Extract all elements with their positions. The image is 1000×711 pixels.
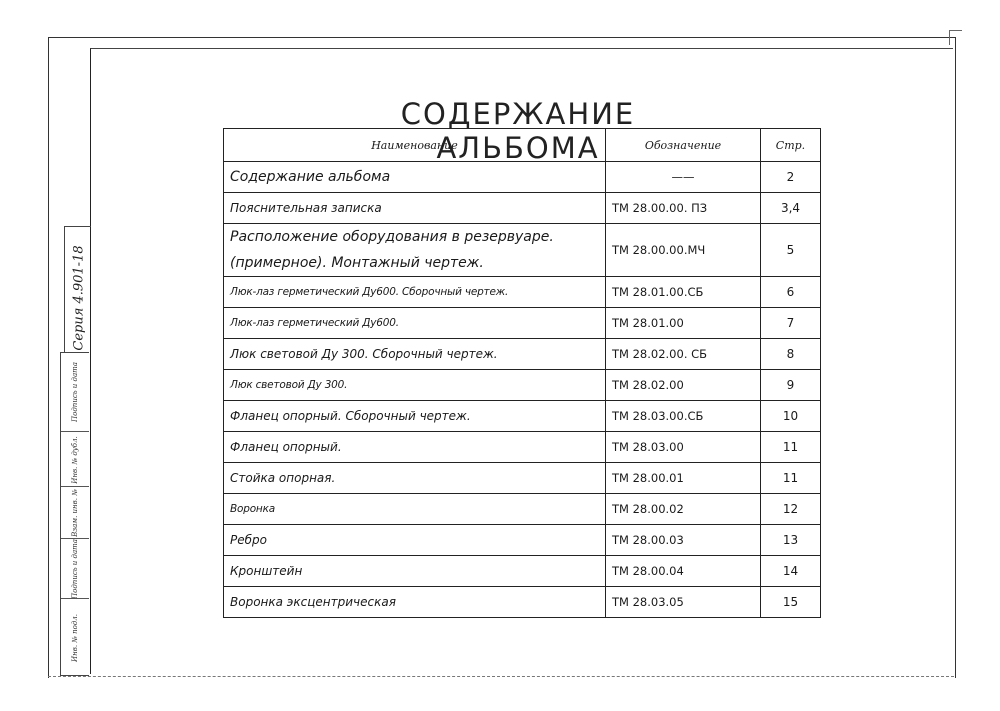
row-code: ТМ 28.00.00. ПЗ xyxy=(606,193,761,224)
row-code: ТМ 28.03.00 xyxy=(606,432,761,463)
table-row xyxy=(224,308,821,339)
table-row xyxy=(224,277,821,308)
row-page: 5 xyxy=(761,224,821,277)
row-code: ТМ 28.01.00 xyxy=(606,308,761,339)
strip-cell xyxy=(61,538,89,599)
row-name: Расположение оборудования в резервуаре. (примерное). Монтажный чертеж. xyxy=(224,224,606,277)
row-code: ТМ 28.00.01 xyxy=(606,463,761,494)
row-code: ТМ 28.00.04 xyxy=(606,556,761,587)
row-page: 7 xyxy=(761,308,821,339)
corner-mark xyxy=(949,30,962,45)
table-row xyxy=(224,587,821,618)
row-code: ТМ 28.01.00.СБ xyxy=(606,277,761,308)
row-name: Воронка эксцентрическая xyxy=(224,587,606,618)
row-name: Люк световой Ду 300. xyxy=(224,370,606,401)
row-code: ТМ 28.03.00.СБ xyxy=(606,401,761,432)
strip-cell xyxy=(61,598,89,676)
table-row xyxy=(224,525,821,556)
contents-table xyxy=(223,128,821,618)
row-name: Фланец опорный. Сборочный чертеж. xyxy=(224,401,606,432)
strip-label: Подпись и дата xyxy=(71,539,79,599)
strip-cell xyxy=(61,486,89,539)
row-page: 14 xyxy=(761,556,821,587)
row-code: ТМ 28.03.05 xyxy=(606,587,761,618)
header-code: Обозначение xyxy=(606,129,761,162)
table-header-row xyxy=(224,129,821,162)
sheet-bottom-edge xyxy=(48,676,954,677)
row-page: 8 xyxy=(761,339,821,370)
row-name: Люк-лаз герметический Ду600. xyxy=(224,308,606,339)
row-code: ТМ 28.00.03 xyxy=(606,525,761,556)
row-code: —— xyxy=(606,162,761,193)
table-row xyxy=(224,193,821,224)
row-page: 6 xyxy=(761,277,821,308)
row-code: ТМ 28.02.00 xyxy=(606,370,761,401)
strip-label: Инв. № подл. xyxy=(71,613,79,662)
row-name: Стойка опорная. xyxy=(224,463,606,494)
table-row xyxy=(224,494,821,525)
row-name: Фланец опорный. xyxy=(224,432,606,463)
row-code: ТМ 28.00.02 xyxy=(606,494,761,525)
row-page: 15 xyxy=(761,587,821,618)
table-row xyxy=(224,556,821,587)
table-row xyxy=(224,463,821,494)
row-page: 12 xyxy=(761,494,821,525)
row-page: 2 xyxy=(761,162,821,193)
row-page: 13 xyxy=(761,525,821,556)
row-page: 3,4 xyxy=(761,193,821,224)
row-name: Люк световой Ду 300. Сборочный чертеж. xyxy=(224,339,606,370)
table-row xyxy=(224,162,821,193)
row-name: Пояснительная записка xyxy=(224,193,606,224)
strip-cell xyxy=(61,431,89,487)
row-name: Ребро xyxy=(224,525,606,556)
row-code: ТМ 28.02.00. СБ xyxy=(606,339,761,370)
page-title: СОДЕРЖАНИЕ АЛЬБОМА xyxy=(400,97,636,166)
table-row xyxy=(224,370,821,401)
strip-cell xyxy=(61,353,89,431)
strip-label: Взам. инв. № xyxy=(71,489,79,537)
row-page: 9 xyxy=(761,370,821,401)
table-row xyxy=(224,339,821,370)
strip-label: Подпись и дата xyxy=(71,362,79,422)
row-page: 11 xyxy=(761,463,821,494)
row-code: ТМ 28.00.00.МЧ xyxy=(606,224,761,277)
header-page: Стр. xyxy=(761,129,821,162)
table-row xyxy=(224,401,821,432)
row-name: Кронштейн xyxy=(224,556,606,587)
side-stamp-strip xyxy=(60,352,89,676)
row-page: 11 xyxy=(761,432,821,463)
row-name: Люк-лаз герметический Ду600. Сборочный чертеж. xyxy=(224,277,606,308)
strip-label: Инв. № дубл. xyxy=(71,435,79,484)
row-name: Содержание альбома xyxy=(224,162,606,193)
series-label: Серия 4.901-18 xyxy=(71,245,87,351)
row-page: 10 xyxy=(761,401,821,432)
header-name: Наименование xyxy=(224,129,606,162)
table-row xyxy=(224,432,821,463)
row-name: Воронка xyxy=(224,494,606,525)
table-row xyxy=(224,224,821,277)
